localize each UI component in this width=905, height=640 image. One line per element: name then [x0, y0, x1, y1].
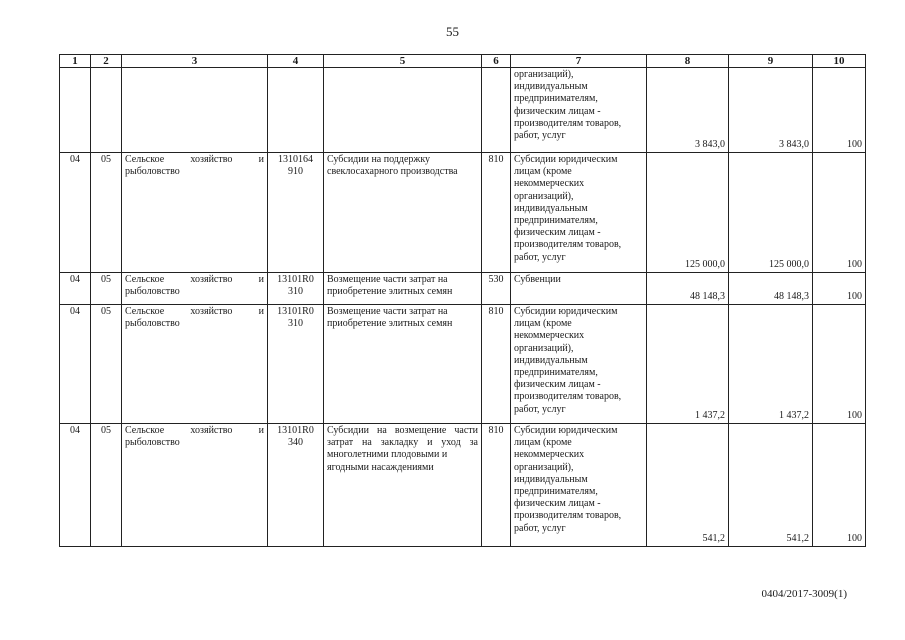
cell-section: 04 [60, 273, 91, 305]
cell-program: Возмещение части затрат на приобретение элитных семян [324, 273, 482, 305]
document-code: 0404/2017-3009(1) [761, 588, 847, 600]
cell-plan: 48 148,3 [647, 273, 729, 305]
header-col-1: 1 [60, 55, 91, 68]
cell-plan: 1 437,2 [647, 305, 729, 424]
table-row [60, 153, 866, 273]
cell-expense-desc: Субсидии юридическим лицам (кроме некоммерческих организаций), индивидуальным предпринимателям, физическим лицам - производителям товаров, работ, услуг [511, 305, 647, 424]
header-col-8: 8 [647, 55, 729, 68]
cell-target-code: 13101R0 310 [268, 305, 324, 424]
cell-actual: 48 148,3 [729, 273, 813, 305]
cell-expense-desc: Субвенции [511, 273, 647, 305]
table-row [60, 273, 866, 305]
cell-percent: 100 [813, 153, 866, 273]
cell-percent: 100 [813, 424, 866, 547]
header-col-4: 4 [268, 55, 324, 68]
cell-expense-desc: Субсидии юридическим лицам (кроме некоммерческих организаций), индивидуальным предпринимателям, физическим лицам - производителям товаров, работ, услуг [511, 424, 647, 547]
cell-actual: 3 843,0 [729, 68, 813, 153]
header-row [60, 55, 866, 68]
cell-expense-type: 810 [482, 305, 511, 424]
cell-program: Субсидии на поддержку свеклосахарного производства [324, 153, 482, 273]
cell-subsection: 05 [91, 273, 122, 305]
cell-subsection [91, 68, 122, 153]
cell-actual: 541,2 [729, 424, 813, 547]
cell-actual: 1 437,2 [729, 305, 813, 424]
header-col-5: 5 [324, 55, 482, 68]
cell-section [60, 68, 91, 153]
cell-subsection: 05 [91, 153, 122, 273]
cell-program: Субсидии на возмещение части затрат на закладку и уход за многолетними плодовыми и ягодными насаждениями [324, 424, 482, 547]
cell-expense-desc: Субсидии юридическим лицам (кроме некоммерческих организаций), индивидуальным предпринимателям, физическим лицам - производителям товаров, работ, услуг [511, 153, 647, 273]
cell-percent: 100 [813, 68, 866, 153]
table-row [60, 424, 866, 547]
cell-program: Возмещение части затрат на приобретение элитных семян [324, 305, 482, 424]
cell-percent: 100 [813, 273, 866, 305]
cell-section: 04 [60, 153, 91, 273]
cell-target-code: 1310164 910 [268, 153, 324, 273]
cell-program [324, 68, 482, 153]
cell-subsection: 05 [91, 424, 122, 547]
cell-plan: 541,2 [647, 424, 729, 547]
cell-name: Сельское хозяйство и рыболовство [122, 305, 268, 424]
cell-subsection: 05 [91, 305, 122, 424]
cell-name: Сельское хозяйство и рыболовство [122, 273, 268, 305]
cell-plan: 125 000,0 [647, 153, 729, 273]
header-col-7: 7 [511, 55, 647, 68]
cell-expense-type: 810 [482, 424, 511, 547]
cell-target-code: 13101R0 310 [268, 273, 324, 305]
cell-percent: 100 [813, 305, 866, 424]
cell-name [122, 68, 268, 153]
cell-name: Сельское хозяйство и рыболовство [122, 424, 268, 547]
header-col-10: 10 [813, 55, 866, 68]
cell-expense-type [482, 68, 511, 153]
cell-expense-type: 810 [482, 153, 511, 273]
header-col-6: 6 [482, 55, 511, 68]
header-col-2: 2 [91, 55, 122, 68]
cell-name: Сельское хозяйство и рыболовство [122, 153, 268, 273]
cell-target-code: 13101R0 340 [268, 424, 324, 547]
cell-expense-desc: организаций), индивидуальным предпринимателям, физическим лицам - производителям товаров, работ, услуг [511, 68, 647, 153]
cell-plan: 3 843,0 [647, 68, 729, 153]
page-number: 55 [446, 24, 459, 39]
cell-section: 04 [60, 305, 91, 424]
budget-table [59, 54, 866, 547]
cell-actual: 125 000,0 [729, 153, 813, 273]
table-row [60, 305, 866, 424]
cell-section: 04 [60, 424, 91, 547]
cell-target-code [268, 68, 324, 153]
header-col-3: 3 [122, 55, 268, 68]
cell-expense-type: 530 [482, 273, 511, 305]
table-row [60, 68, 866, 153]
header-col-9: 9 [729, 55, 813, 68]
